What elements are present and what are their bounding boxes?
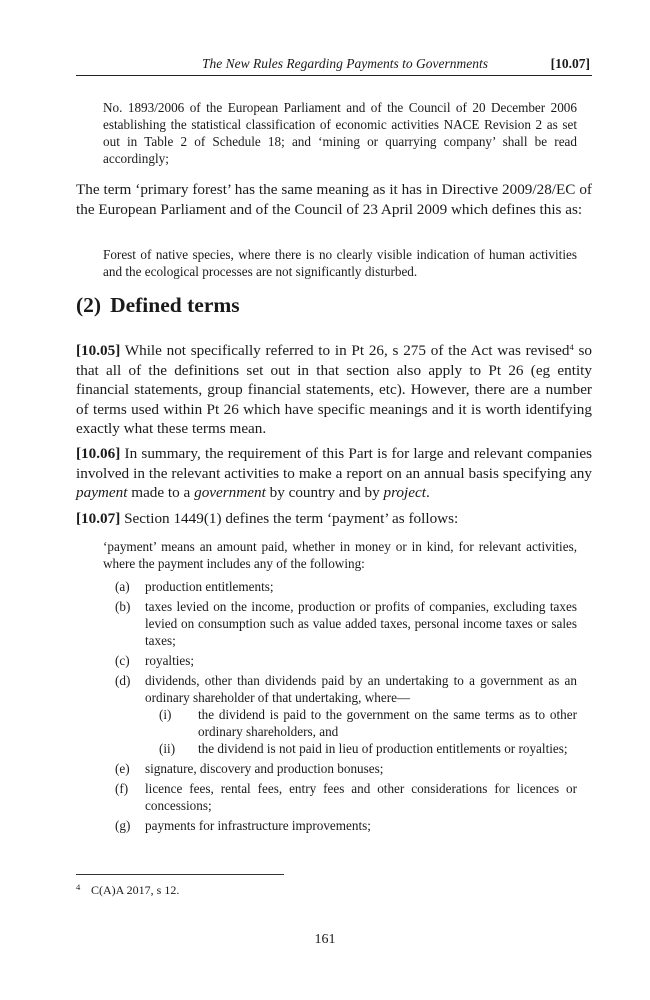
paragraph-ref: [10.07] (76, 510, 121, 527)
paragraph-10-06 (76, 444, 592, 503)
list-item-text: signature, discovery and production bonuses; (145, 761, 384, 776)
sublist-item (103, 706, 577, 740)
sublist-item-label: (ii) (159, 741, 176, 756)
emphasis-term: government (194, 484, 266, 501)
header-section-ref: [10.07] (550, 56, 590, 71)
footnote-marker[interactable]: 4 (569, 342, 574, 352)
quote-nace-definition: No. 1893/2006 of the European Parliament and of the Council of 20 December 2006 establishing the statistical classification of economic activities NACE Revision 2 as set out in Table 2 of Schedule 18; and ‘mining or quarrying company’ shall be read accordingly; (103, 100, 577, 166)
emphasis-term: payment (76, 484, 128, 501)
list-item-text: royalties; (145, 653, 195, 668)
list-item-label: (a) (115, 579, 130, 594)
paragraph-10-07 (76, 509, 592, 529)
emphasis-term: project (383, 484, 426, 501)
list-item-label: (c) (115, 653, 130, 668)
quote-payment-definition: ‘payment’ means an amount paid, whether in money or in kind, for relevant activities, where the payment includes any of the following: (103, 539, 577, 571)
list-item-text: payments for infrastructure improvements; (145, 818, 371, 833)
sublist-item (103, 740, 577, 757)
paragraph-text: . (425, 484, 430, 501)
page-number: 161 (314, 932, 336, 947)
paragraph-ref: [10.06] (76, 445, 121, 462)
paragraph-10-05 (76, 341, 592, 439)
list-item-text: dividends, other than dividends paid by an undertaking to a government as an ordinary shareholder of that undertaking, where— (145, 673, 577, 705)
list-item-text: licence fees, rental fees, entry fees and other considerations for licences or concessions; (145, 781, 577, 813)
sublist-item-text: the dividend is paid to the government on the same terms as to other ordinary shareholders, and (198, 707, 577, 739)
footnote-rule (76, 874, 284, 875)
section-heading-title: Defined terms (110, 293, 240, 317)
quote-primary-forest-definition: Forest of native species, where there is no clearly visible indication of human activities and the ecological processes are not significantly disturbed. (103, 247, 577, 279)
list-item-label: (d) (115, 673, 131, 688)
paragraph-text: In summary, the requirement of this Part is for large and relevant companies involved in the relevant activities to make a report on an annual basis specifying any (76, 445, 592, 482)
paragraph-text: While not specifically referred to in Pt 26, s 275 of the Act was revised (120, 342, 570, 359)
running-title: The New Rules Regarding Payments to Governments (202, 56, 488, 71)
list-item (103, 760, 577, 777)
footnote-text: C(A)A 2017, s 12. (91, 883, 180, 897)
list-item-label: (e) (115, 761, 130, 776)
section-heading (76, 293, 240, 318)
header-rule (76, 75, 592, 76)
list-item (103, 817, 577, 834)
footnote-number: 4 (76, 882, 81, 892)
list-item (103, 780, 577, 814)
list-item-label: (f) (115, 781, 129, 796)
payment-items-list (103, 578, 577, 834)
list-item (103, 578, 577, 595)
paragraph-ref: [10.05] (76, 342, 121, 359)
sublist-item-label: (i) (159, 707, 172, 722)
sublist-item-text: the dividend is not paid in lieu of production entitlements or royalties; (198, 741, 568, 756)
list-item-text: taxes levied on the income, production or profits of companies, excluding taxes levied on consumption such as value added taxes, personal income taxes or sales taxes; (145, 599, 577, 648)
paragraph-text: by country and by (265, 484, 384, 501)
paragraph-text: so that all of the definitions set out in that section also apply to Pt 26 (eg entity financial statements, group financial statements, etc). However, there are a number of terms used within Pt 26 which have specific meanings and it is worth identifying exactly what these terms mean. (76, 342, 592, 437)
footnote (76, 882, 180, 898)
list-item (103, 598, 577, 649)
list-item-label: (g) (115, 818, 131, 833)
list-item (103, 672, 577, 706)
section-heading-number: (2) (76, 293, 102, 317)
list-item-text: production entitlements; (145, 579, 274, 594)
list-item-label: (b) (115, 599, 131, 614)
list-item (103, 652, 577, 669)
running-header (76, 56, 592, 74)
paragraph-text: Section 1449(1) defines the term ‘payment’ as follows: (120, 510, 459, 527)
paragraph-primary-forest: The term ‘primary forest’ has the same meaning as it has in Directive 2009/28/EC of the European Parliament and of the Council of 23 April 2009 which defines this as: (76, 181, 592, 218)
paragraph-text: made to a (127, 484, 195, 501)
